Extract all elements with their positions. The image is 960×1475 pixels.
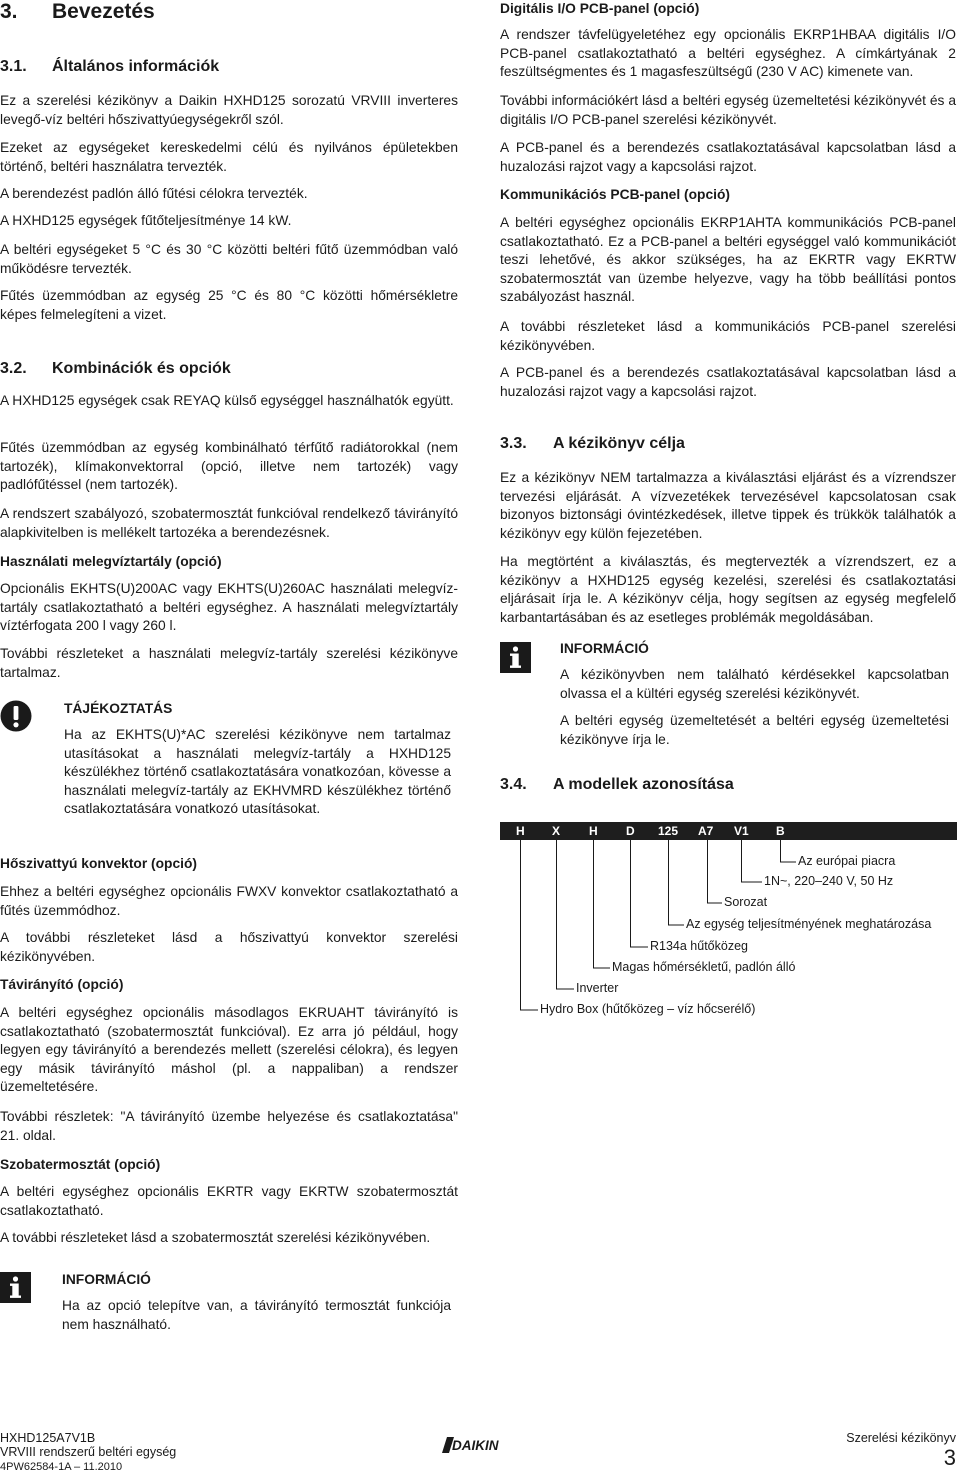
section-heading-3-1 <box>0 58 219 76</box>
subheading-remote: Távirányító (opció) <box>0 977 124 992</box>
info-text: A kézikönyvben nem található kérdésekkel kapcsolatban olvassa el a kültéri egység szerelési kézikönyvét. <box>560 667 949 701</box>
chapter-number: 3. <box>0 0 18 23</box>
section-title: Általános információk <box>52 58 220 75</box>
subheading-comm-pcb: Kommunikációs PCB-panel (opció) <box>500 187 730 202</box>
paragraph-crossref <box>0 1108 458 1145</box>
model-label-power-supply: 1N~, 220–240 V, 50 Hz <box>764 874 894 888</box>
paragraph: A berendezést padlón álló fűtési célokra tervezték. <box>0 186 308 201</box>
exclamation-icon <box>0 700 32 732</box>
info-title: INFORMÁCIÓ <box>560 641 649 656</box>
chapter-title: Bevezetés <box>52 0 155 23</box>
subheading-convector: Hőszivattyú konvektor (opció) <box>0 856 198 871</box>
model-label-inverter: Inverter <box>576 981 619 995</box>
paragraph: Ha megtörtént a kiválasztás, és megtervezték a vízrendszert, ez a kézikönyv a HXHD125 egység kezelési, szerelési és csatlakoztatási eljárásait írja le. A kézikönyv célja, hogy segítsen az egység megfelelő karbantartásában és az esetleges problémák megoldásában. <box>500 554 956 625</box>
info-text: Ha az opció telepítve van, a távirányító termosztát funkciója nem használható. <box>62 1298 451 1332</box>
model-code-part: V1 <box>734 824 749 838</box>
section-title: Kombinációk és opciók <box>52 360 231 377</box>
paragraph: Fűtés üzemmódban az egység 25 °C és 80 °C közötti hőmérsékletre képes felmelegíteni a vizet. <box>0 288 458 322</box>
model-code-part: 125 <box>658 824 679 838</box>
page-number: 3 <box>943 1445 956 1470</box>
section-heading-3-3 <box>500 435 685 453</box>
section-number: 3.3. <box>500 435 527 452</box>
paragraph: A beltéri egységhez opcionális másodlagos EKRUAHT távirányító is csatlakoztatható (szobatermosztát funkcióval). Ez arra jó például, hogy legyen egy távirányító a berendezés mellett (szerelési célokra), és legyen egy másik távirányító máshol (pl. a nappaliban) a rendszer üzemeltetésére. <box>0 1005 458 1094</box>
model-label-refrigerant: R134a hűtőközeg <box>650 939 748 953</box>
paragraph: A beltéri egységhez opcionális EKRP1AHTA kommunikációs PCB-panel csatlakoztatható. Ez a PCB-panel a beltéri egységgel való kommunikációt teszi lehetővé, és akkor szükséges, ha az EKRTR vagy EKRTW szobatermosztát van üzembe helyezve, vagy ha több beállítási pontos szabályozást használ. <box>500 215 956 304</box>
info-icon <box>0 1272 31 1303</box>
paragraph: További részleteket a használati melegvíz-tartály szerelési kézikönyve tartalmaz. <box>0 646 458 680</box>
section-number: 3.1. <box>0 58 27 75</box>
footer-series: VRVIII rendszerű beltéri egység <box>0 1445 177 1459</box>
paragraph: Opcionális EKHTS(U)200AC vagy EKHTS(U)260AC használati melegvíz-tartály csatlakoztatható a beltéri egységhez. A használati melegvíztartály víztérfogata 200 l vagy 260 l. <box>0 581 458 633</box>
paragraph: Ezeket az egységeket kereskedelmi célú és nyilvános épületekben történő, beltéri használatra tervezték. <box>0 140 458 174</box>
paragraph: A beltéri egységeket 5 °C és 30 °C közötti beltéri fűtő üzemmódban való működésre tervezték. <box>0 242 458 276</box>
section-title: A modellek azonosítása <box>553 776 734 793</box>
model-label-capacity: Az egység teljesítményének meghatározása <box>686 917 932 931</box>
info-icon <box>500 642 531 673</box>
info-title: INFORMÁCIÓ <box>62 1272 151 1287</box>
paragraph: A beltéri egységhez opcionális EKRTR vagy EKRTW szobatermosztát csatlakoztatható. <box>0 1184 458 1218</box>
section-heading-3-4 <box>500 776 734 794</box>
paragraph: Fűtés üzemmódban az egység kombinálható térfűtő radiátorokkal (nem tartozék), klímakonvektorral (opció, illetve nem tartozék) vagy padlófűtéssel (nem tartozék). <box>0 440 458 492</box>
daikin-logo-text: DAIKIN <box>452 1438 499 1453</box>
paragraph: A további részleteket lásd a kommunikációs PCB-panel szerelési kézikönyvében. <box>500 319 956 353</box>
paragraph: A rendszer távfelügyeletéhez egy opcionális EKRP1HBAA digitális I/O PCB-panel csatlakoztatható a beltéri egységhez. A címkártyának 2 feszültségmentes és 1 magasfeszültségű (230 V AC) kimenete van. <box>500 27 956 79</box>
notice-text: Ha az EKHTS(U)*AC szerelési kézikönyve nem tartalmaz utasításokat a használati melegvíz-tartály a HXHD125 készülékhez történő csatlakoztatására vonatkozóan, kövesse a használati melegvíz-tartály az EKHVMRD készülékhez történő csatlakoztatására vonatkozó utasításokat. <box>64 727 451 816</box>
paragraph: A további részleteket lásd a szobatermosztát szerelési kézikönyvében. <box>0 1230 431 1245</box>
model-label-market: Az európai piacra <box>798 854 896 868</box>
paragraph: Ez a kézikönyv NEM tartalmazza a kiválasztási eljárást és a vízrendszer tervezési eljárását. A vízvezetékek tervezésével kapcsolatosan csak bizonyos biztonsági óvintézkedések, illetve tippek és trükkök találhatók a kézikönyv egy külön fejezetében. <box>500 470 956 541</box>
paragraph: A HXHD125 egységek csak REYAQ külső egységgel használhatók együtt. <box>0 393 454 408</box>
daikin-logo <box>442 1436 518 1454</box>
model-code-bar <box>500 822 957 840</box>
section-number: 3.4. <box>500 776 527 793</box>
footer-doctype: Szerelési kézikönyv <box>846 1431 956 1445</box>
footer-model: HXHD125A7V1B <box>0 1431 96 1445</box>
section-heading-3-2 <box>0 360 231 378</box>
model-label-series: Sorozat <box>724 895 768 909</box>
paragraph: A rendszert szabályozó, szobatermosztát funkcióval rendelkező távirányító alapkivitelben is mellékelt tartozéka a berendezésnek. <box>0 506 458 540</box>
paragraph: A további részleteket lásd a hőszivattyú konvektor szerelési kézikönyvében. <box>0 930 458 964</box>
crossref-prefix: További részletek: <box>0 1109 121 1124</box>
paragraph: A PCB-panel és a berendezés csatlakoztatásával kapcsolatban lásd a huzalozási rajzot vagy a kapcsolási rajzot. <box>500 365 956 399</box>
subheading-digital-io: Digitális I/O PCB-panel (opció) <box>500 1 700 16</box>
model-code-part: A7 <box>698 824 714 838</box>
model-code-part: B <box>776 824 785 838</box>
section-title: A kézikönyv célja <box>553 435 685 452</box>
model-code-part: H <box>516 824 525 838</box>
paragraph: A HXHD125 egységek fűtőteljesítménye 14 kW. <box>0 213 292 228</box>
section-number: 3.2. <box>0 360 27 377</box>
subheading-thermostat: Szobatermosztát (opció) <box>0 1157 161 1172</box>
model-label-hydro-box: Hydro Box (hűtőközeg – víz hőcserélő) <box>540 1002 756 1016</box>
info-text: A beltéri egység üzemeltetését a beltéri egység üzemeltetési kézikönyve írja le. <box>560 713 949 747</box>
paragraph: További információkért lásd a beltéri egység üzemeltetési kézikönyvét és a digitális I/O PCB-panel szerelési kézikönyvét. <box>500 93 956 127</box>
subheading-dhw-tank: Használati melegvíztartály (opció) <box>0 554 222 569</box>
crossref-link[interactable]: "A távirányító üzembe helyezése és csatlakoztatása" 21. oldal. <box>0 1109 458 1143</box>
paragraph: Ehhez a beltéri egységhez opcionális FWXV konvektor csatlakoztatható a fűtés üzemmódhoz. <box>0 884 458 918</box>
notice-title: TÁJÉKOZTATÁS <box>64 701 173 716</box>
model-code-part: D <box>626 824 635 838</box>
chapter-heading <box>0 0 155 24</box>
footer-docnum: 4PW62584-1A – 11.2010 <box>0 1461 123 1473</box>
paragraph: A PCB-panel és a berendezés csatlakoztatásával kapcsolatban lásd a huzalozási rajzot vagy a kapcsolási rajzot. <box>500 140 956 174</box>
paragraph: Ez a szerelési kézikönyv a Daikin HXHD125 sorozatú VRVIII inverteres levegő-víz beltéri hőszivattyúegységekről szól. <box>0 93 458 127</box>
model-code-part: H <box>589 824 598 838</box>
model-code-part: X <box>552 824 561 838</box>
model-label-high-temp: Magas hőmérsékletű, padlón álló <box>612 960 796 974</box>
